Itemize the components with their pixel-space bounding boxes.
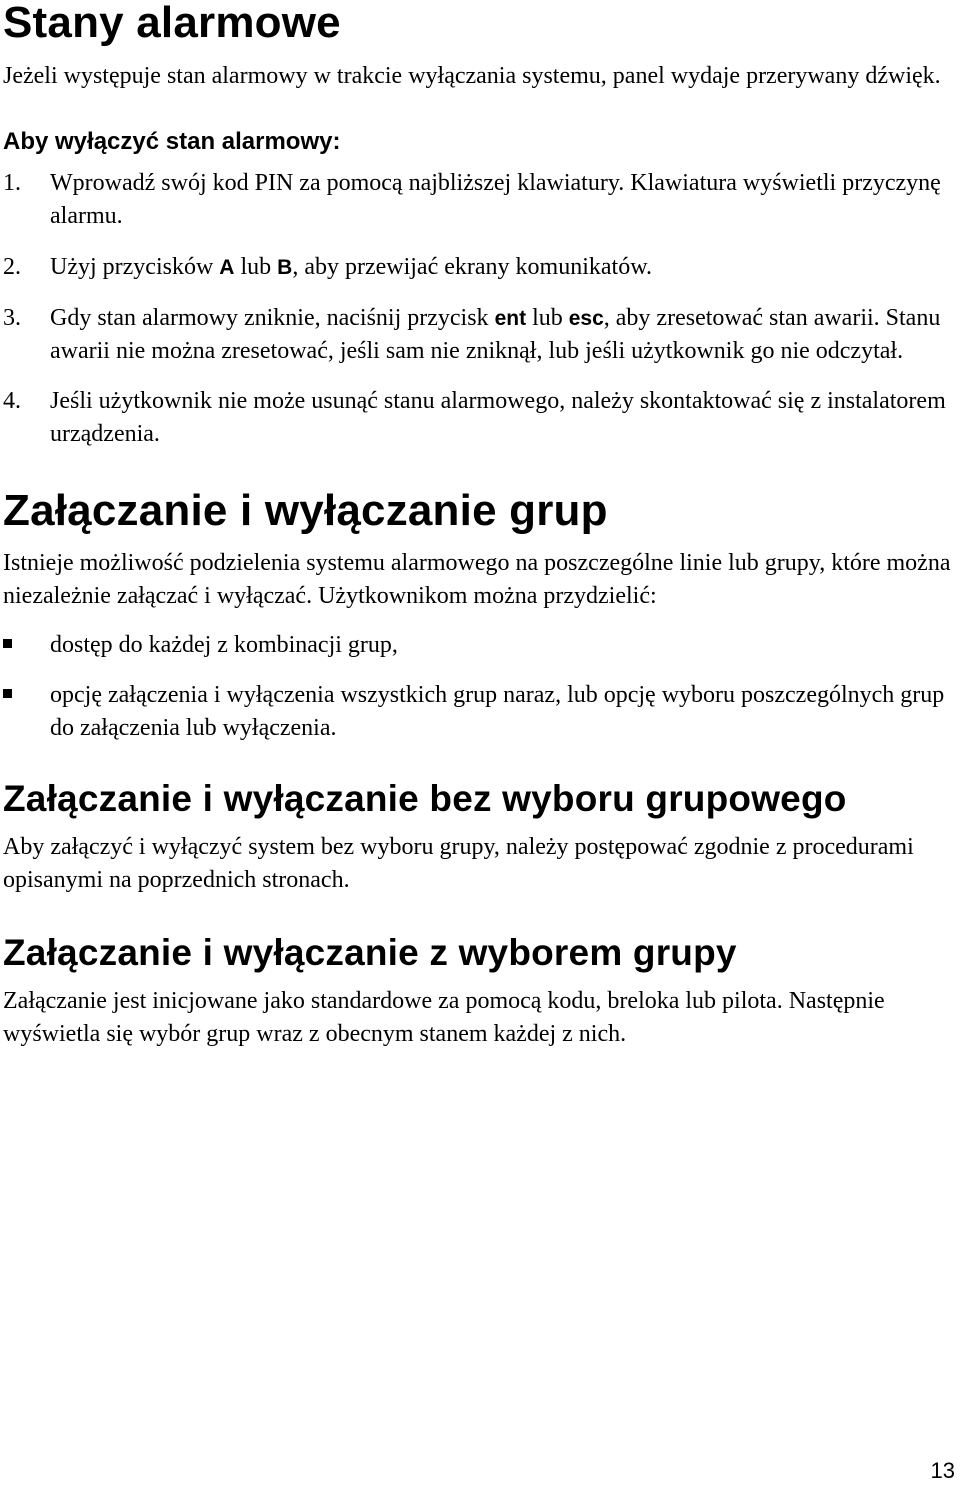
square-bullet-icon <box>3 689 12 698</box>
key-esc-label: esc <box>568 307 604 330</box>
step-number: 3. <box>3 305 21 331</box>
step-number: 4. <box>3 388 21 414</box>
alarm-subhead: Aby wyłączyć stan alarmowy: <box>3 128 341 155</box>
step-text-pre: Użyj przycisków <box>50 254 220 280</box>
section-title-groups: Załączanie i wyłączanie grup <box>3 486 608 535</box>
list-item-text: opcję załączenia i wyłączenia wszystkich grup naraz, lub opcję wyboru poszczególnych grup do załączenia lub wyłączenia. <box>50 682 945 741</box>
alarm-step-3 <box>3 302 953 368</box>
step-number: 1. <box>3 170 21 196</box>
section-title-with-group: Załączanie i wyłączanie z wyborem grupy <box>3 932 737 973</box>
step-text: Wprowadź swój kod PIN za pomocą najbliższej klawiatury. Klawiatura wyświetli przyczynę alarmu. <box>50 170 941 229</box>
alarm-step-2 <box>3 251 953 284</box>
step-text-pre: Gdy stan alarmowy zniknie, naciśnij przycisk <box>50 305 495 331</box>
square-bullet-icon <box>3 639 12 648</box>
list-item <box>3 629 953 662</box>
no-group-text: Aby załączyć i wyłączyć system bez wyboru grupy, należy postępować zgodnie z procedurami opisanymi na poprzednich stronach. <box>3 834 914 893</box>
step-number: 2. <box>3 254 21 280</box>
key-ent-label: ent <box>494 307 527 330</box>
list-item <box>3 679 953 745</box>
step-text-post: , aby zresetować stan awarii. Stanu awarii nie można zresetować, jeśli sam nie zniknął, lub jeśli użytkownik go nie odczytał. <box>50 305 941 364</box>
key-a-label: A <box>219 256 235 279</box>
alarm-steps <box>3 167 953 451</box>
document-page <box>3 0 953 1051</box>
step-text-mid: lub <box>234 254 278 280</box>
step-text: Jeśli użytkownik nie może usunąć stanu alarmowego, należy skontaktować się z instalatorem urządzenia. <box>50 388 946 447</box>
section-title-alarm: Stany alarmowe <box>3 0 341 47</box>
groups-bullet-list <box>3 629 953 745</box>
list-item-text: dostęp do każdej z kombinacji grup, <box>50 632 398 658</box>
page-number: 13 <box>930 1458 955 1483</box>
alarm-step-1 <box>3 167 953 233</box>
alarm-step-4 <box>3 385 953 451</box>
step-text-mid: lub <box>526 305 569 331</box>
section-title-no-group: Załączanie i wyłączanie bez wyboru grupowego <box>3 778 847 819</box>
groups-intro: Istnieje możliwość podzielenia systemu alarmowego na poszczególne linie lub grupy, które można niezależnie załączać i wyłączać. Użytkownikom można przydzielić: <box>3 550 951 609</box>
with-group-text: Załączanie jest inicjowane jako standardowe za pomocą kodu, breloka lub pilota. Następnie wyświetla się wybór grup wraz z obecnym stanem każdej z nich. <box>3 988 885 1047</box>
key-b-label: B <box>277 256 293 279</box>
alarm-intro: Jeżeli występuje stan alarmowy w trakcie wyłączania systemu, panel wydaje przerywany dźwięk. <box>3 63 941 89</box>
step-text-post: , aby przewijać ekrany komunikatów. <box>292 254 652 280</box>
